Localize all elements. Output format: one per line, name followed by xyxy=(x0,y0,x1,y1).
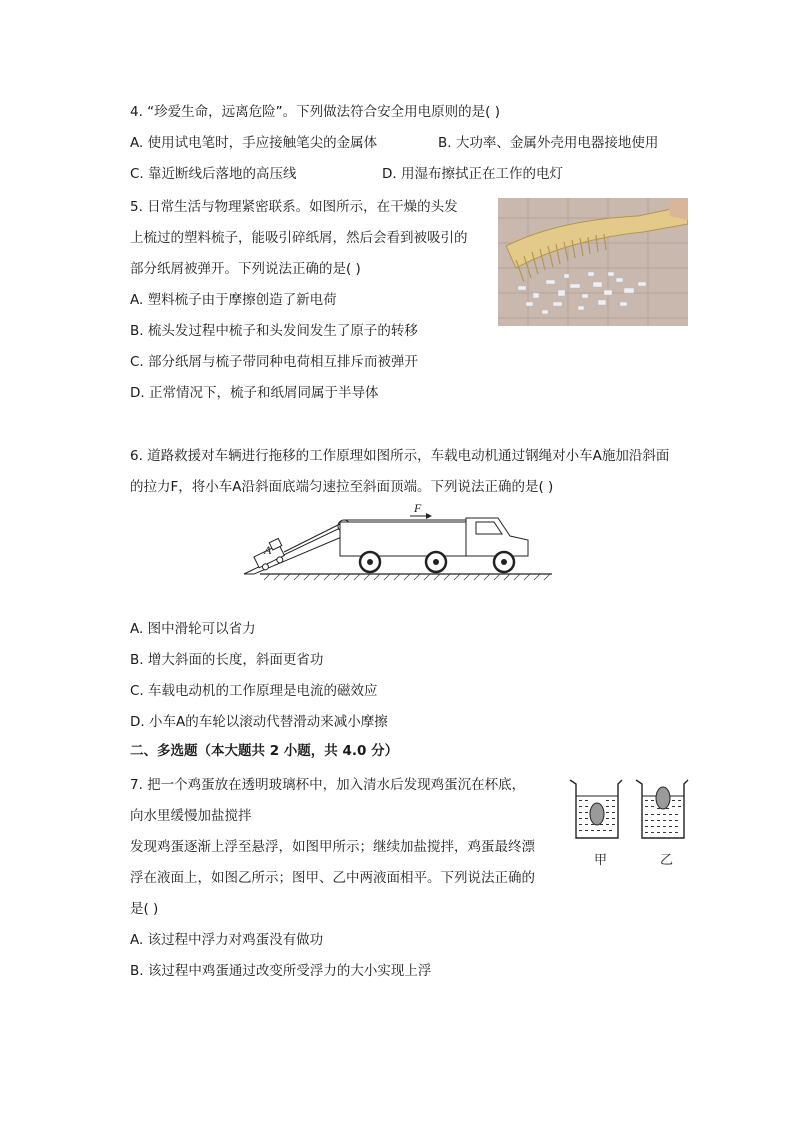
q7-stem-line5: 是( ) xyxy=(130,901,159,917)
q7-stem-line2: 向水里缓慢加盐搅拌 xyxy=(130,808,252,824)
q4-stem: 4. “珍爱生命，远离危险”。下列做法符合安全用电原则的是( ) xyxy=(130,104,500,120)
q6-option-b: B. 增大斜面的长度，斜面更省功 xyxy=(130,652,324,668)
comb-photo xyxy=(498,198,688,326)
beaker-yi xyxy=(636,780,688,838)
q5-stem-line2: 上梳过的塑料梳子，能吸引碎纸屑，然后会看到被吸引的 xyxy=(130,230,468,246)
q5-option-d: D. 正常情况下，梳子和纸屑同属于半导体 xyxy=(130,385,379,401)
q7-stem-line4: 浮在液面上，如图乙所示；图甲、乙中两液面相平。下列说法正确的 xyxy=(130,870,535,886)
tow-truck-diagram xyxy=(240,502,560,582)
q7-stem-line1: 7. 把一个鸡蛋放在透明玻璃杯中，加入清水后发现鸡蛋沉在杯底， xyxy=(130,777,526,793)
q6-option-d: D. 小车A的车轮以滚动代替滑动来减小摩擦 xyxy=(130,714,388,730)
section-heading: 二、多选题（本大题共 2 小题，共 4.0 分） xyxy=(130,743,399,759)
q5-option-c: C. 部分纸屑与梳子带同种电荷相互排斥而被弹开 xyxy=(130,354,419,370)
q4-option-b: B. 大功率、金属外壳用电器接地使用 xyxy=(438,135,659,151)
q6-stem-line2: 的拉力F，将小车A沿斜面底端匀速拉至斜面顶端。下列说法正确的是( ) xyxy=(130,479,554,495)
q5-option-b: B. 梳头发过程中梳子和头发间发生了原子的转移 xyxy=(130,323,418,339)
beaker-jia xyxy=(570,780,622,838)
q7-stem-line3: 发现鸡蛋逐渐上浮至悬浮，如图甲所示；继续加盐搅拌，鸡蛋最终漂 xyxy=(130,839,535,855)
q4-option-c: C. 靠近断线后落地的高压线 xyxy=(130,166,297,182)
q5-option-a: A. 塑料梳子由于摩擦创造了新电荷 xyxy=(130,292,337,308)
comb-illustration xyxy=(498,198,688,326)
diagram-label-a: A xyxy=(264,543,272,557)
q6-option-a: A. 图中滑轮可以省力 xyxy=(130,621,256,637)
beaker-label-yi: 乙 xyxy=(660,852,674,867)
q4-option-d: D. 用湿布擦拭正在工作的电灯 xyxy=(382,166,563,182)
q4-option-a: A. 使用试电笔时，手应接触笔尖的金属体 xyxy=(130,135,378,151)
beaker-figures xyxy=(566,776,706,876)
q5-stem-line3: 部分纸屑被弹开。下列说法正确的是( ) xyxy=(130,261,361,277)
q6-option-c: C. 车载电动机的工作原理是电流的磁效应 xyxy=(130,683,378,699)
q5-stem-line1: 5. 日常生活与物理紧密联系。如图所示，在干燥的头发 xyxy=(130,199,458,215)
diagram-label-f: F xyxy=(414,502,422,515)
q6-stem-line1: 6. 道路救援对车辆进行拖移的工作原理如图所示，车载电动机通过钢绳对小车A施加沿斜面 xyxy=(130,448,670,464)
q7-option-b: B. 该过程中鸡蛋通过改变所受浮力的大小实现上浮 xyxy=(130,963,432,979)
beaker-label-jia: 甲 xyxy=(594,852,608,867)
q7-option-a: A. 该过程中浮力对鸡蛋没有做功 xyxy=(130,932,324,948)
